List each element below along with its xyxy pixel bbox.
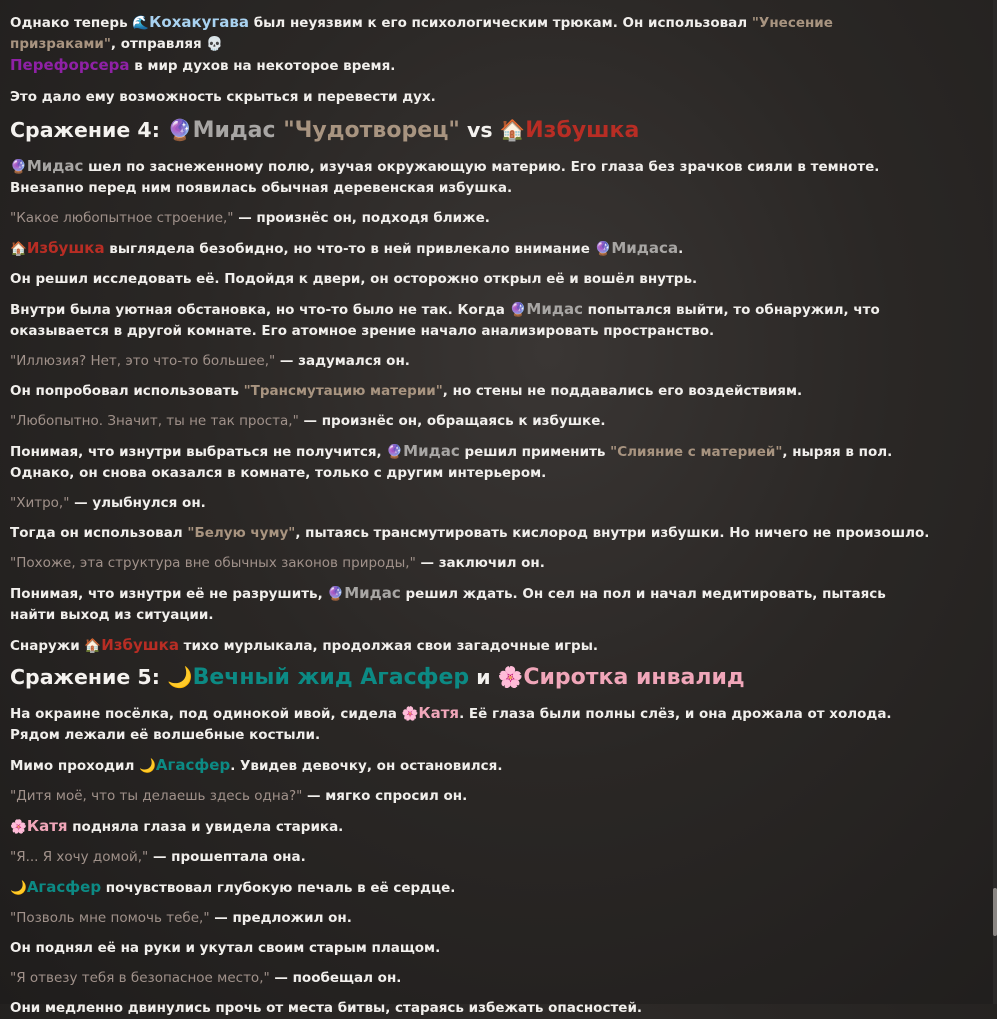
paragraph: Тогда он использовал "Белую чуму", пытаясь трансмутировать кислород внутри избушки. Но ничего не произошло.	[10, 525, 930, 541]
house-icon: 🏠	[84, 638, 102, 654]
crystal-ball-icon: 🔮	[386, 444, 404, 460]
dialogue-line: "Позволь мне помочь тебе," — предложил он.	[10, 910, 352, 926]
character-kohakugava: Кохакугава	[149, 13, 250, 31]
moon-icon: 🌙	[167, 665, 193, 689]
crystal-ball-icon: 🔮	[594, 241, 612, 257]
dialogue-line: "Иллюзия? Нет, это что-то большее," — задумался он.	[10, 353, 410, 369]
paragraph: На окраине посёлка, под одинокой ивой, сидела 🌸Катя. Её глаза были полны слёз, и она дрожала от холода. Рядом лежали её волшебные костыли.	[10, 704, 892, 743]
house-icon: 🏠	[10, 241, 27, 257]
ability-highlight: "Слияние с материей"	[610, 444, 783, 460]
dialogue-line: "Какое любопытное строение," — произнёс он, подходя ближе.	[10, 210, 490, 226]
paragraph: Мимо проходил 🌙Агасфер. Увидев девочку, он остановился.	[10, 755, 930, 777]
dialogue-line: "Я отвезу тебя в безопасное место," — пообещал он.	[10, 970, 402, 986]
paragraph: 🔮Мидас шел по заснеженному полю, изучая окружающую материю. Его глаза без зрачков сияли в темноте. Внезапно перед ним появилась обычная деревенская избушка.	[10, 157, 880, 196]
moon-icon: 🌙	[139, 758, 156, 774]
paragraph: 🌙Агасфер почувствовал глубокую печаль в её сердце.	[10, 877, 930, 899]
paragraph: Однако теперь 🌊Кохакугава был неуязвим к его психологическим трюкам. Он использовал "Унесение призраками", отправляя 💀 Пeрeфорсера в мир духов на некоторое время.	[10, 13, 833, 74]
ability-highlight: "Унесение призраками"	[10, 15, 833, 52]
crystal-ball-icon: 🔮	[167, 118, 193, 142]
paragraph: Они медленно двинулись прочь от места битвы, стараясь избежать опасностей.	[10, 1000, 643, 1016]
paragraph: Понимая, что изнутри её не разрушить, 🔮Мидас решил ждать. Он сел на пол и начал медитировать, пытаясь найти выход из ситуации.	[10, 584, 886, 623]
paragraph: Внутри была уютная обстановка, но что-то было не так. Когда 🔮Мидас попытался выйти, то обнаружил, что оказывается в другой комнате. Его атомное зрение начало анализировать пространство.	[10, 300, 880, 339]
house-icon: 🏠	[499, 118, 526, 142]
dialogue-line: "Я... Я хочу домой," — прошептала она.	[10, 849, 306, 865]
paragraph: 🌸Катя подняла глаза и увидела старика.	[10, 816, 930, 838]
scrollbar-thumb[interactable]	[993, 888, 997, 936]
story-content	[10, 12, 930, 1019]
paragraph: Это дало ему возможность скрыться и перевести дух.	[10, 89, 436, 105]
wave-icon: 🌊	[132, 15, 150, 31]
crystal-ball-icon: 🔮	[327, 586, 345, 602]
flower-icon: 🌸	[401, 706, 419, 722]
dialogue-line: "Похоже, эта структура вне обычных законов природы," — заключил он.	[10, 555, 545, 571]
paragraph: Он попробовал использовать "Трансмутацию материи", но стены не поддавались его воздействиям.	[10, 383, 803, 399]
dialogue-line: "Дитя моё, что ты делаешь здесь одна?" — мягко спросил он.	[10, 788, 468, 804]
dialogue-line: "Хитро," — улыбнулся он.	[10, 495, 206, 511]
flower-icon: 🌸	[497, 665, 524, 689]
battle-4-heading: Сражение 4: 🔮Мидас "Чудотворец" vs 🏠Избушка	[10, 118, 640, 143]
moon-icon: 🌙	[10, 880, 27, 896]
character-pereforser: Пeрeфорсера	[10, 56, 130, 74]
scrollbar-track[interactable]	[993, 0, 997, 1004]
crystal-ball-icon: 🔮	[10, 159, 27, 175]
crystal-ball-icon: 🔮	[509, 302, 527, 318]
paragraph: Понимая, что изнутри выбраться не получится, 🔮Мидас решил применить "Слияние с материей", ныряя в пол. Однако, он снова оказался в комнате, только с другим интерьером.	[10, 442, 893, 481]
paragraph: Он поднял её на руки и укутал своим старым плащом.	[10, 940, 441, 956]
skull-icon: 💀	[206, 36, 224, 52]
battle-5-heading: Сражение 5: 🌙Вечный жид Агасфер и 🌸Сиротка инвалид	[10, 665, 745, 690]
ability-highlight: "Белую чуму"	[187, 525, 296, 541]
paragraph: 🏠Избушка выглядела безобидно, но что-то в ней привлекало внимание 🔮Мидаса.	[10, 238, 930, 260]
ability-highlight: "Трансмутацию материи"	[243, 383, 443, 399]
flower-icon: 🌸	[10, 819, 27, 835]
paragraph: Он решил исследовать её. Подойдя к двери, он осторожно открыл её и вошёл внутрь.	[10, 271, 698, 287]
paragraph: Снаружи 🏠Избушка тихо мурлыкала, продолжая свои загадочные игры.	[10, 635, 930, 657]
dialogue-line: "Любопытно. Значит, ты не так проста," — произнёс он, обращаясь к избушке.	[10, 413, 606, 429]
